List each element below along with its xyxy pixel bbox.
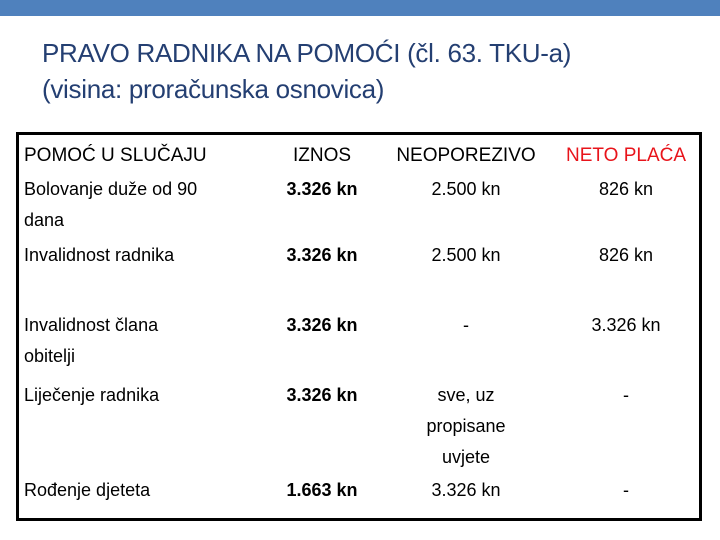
table-row-5-amount: 1.663 kn (286, 480, 358, 500)
header-case: POMOĆ U SLUČAJU (24, 145, 207, 166)
table-row-4-non-taxable-line-1: sve, uz (437, 385, 495, 405)
table-row-5-case: Rođenje djeteta (24, 480, 151, 500)
header-net-pay: NETO PLAĆA (565, 145, 687, 166)
slide-title-line-1: PRAVO RADNIKA NA POMOĆI (čl. 63. TKU-a) (42, 38, 572, 68)
header-non-taxable: NEOPOREZIVO (396, 145, 536, 166)
table-row-4-non-taxable (381, 380, 551, 473)
table-row-4-case: Liječenje radnika (24, 385, 160, 405)
table-row-1-non-taxable: 2.500 kn (431, 179, 501, 199)
table-row-2-non-taxable: 2.500 kn (431, 245, 501, 265)
slide-title (42, 35, 702, 107)
table-row-3-case (24, 310, 234, 372)
slide-title-line-2: (visina: proračunska osnovica) (42, 74, 385, 104)
table-row-5-non-taxable: 3.326 kn (431, 480, 501, 500)
table-row-5-net: - (623, 480, 629, 500)
table-row-2-amount: 3.326 kn (286, 245, 358, 265)
table-row-3-net: 3.326 kn (591, 315, 661, 335)
table-row-4-net: - (623, 385, 629, 405)
table-row-3-case-line-2: obitelji (24, 346, 76, 366)
table-row-2-case: Invalidnost radnika (24, 245, 175, 265)
top-accent-divider (0, 16, 720, 17)
table-row-1-case (24, 174, 234, 236)
table-row-1-net: 826 kn (598, 179, 654, 199)
table-row-1-case-line-2: dana (24, 210, 65, 230)
table-row-4-non-taxable-line-2: propisane (426, 416, 506, 436)
table-row-1-case-line-1: Bolovanje duže od 90 (24, 179, 198, 199)
table-row-3-case-line-1: Invalidnost člana (24, 315, 159, 335)
table-row-2-net: 826 kn (598, 245, 654, 265)
table-row-4-amount: 3.326 kn (286, 385, 358, 405)
table-row-1-amount: 3.326 kn (286, 179, 358, 199)
table-row-3-non-taxable: - (463, 315, 469, 335)
top-accent-bar (0, 0, 720, 16)
table-row-3-amount: 3.326 kn (286, 315, 358, 335)
table-row-4-non-taxable-line-3: uvjete (441, 447, 491, 467)
header-amount: IZNOS (292, 145, 352, 166)
